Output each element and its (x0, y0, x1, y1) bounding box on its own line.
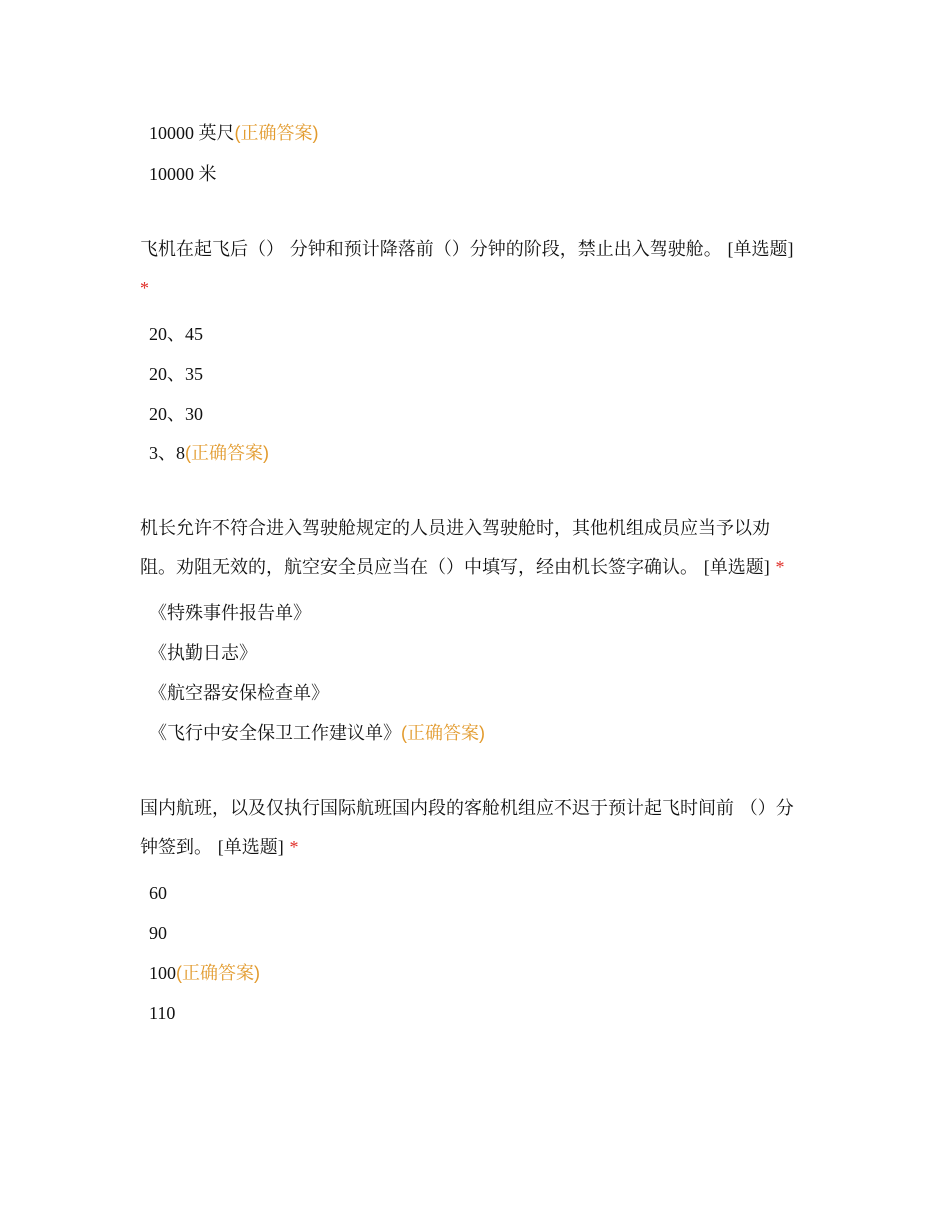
option-text: 60 (149, 883, 167, 903)
option-text: 《航空器安保检查单》 (149, 683, 329, 703)
intro-option-1[interactable] (149, 122, 319, 144)
q3-option-2[interactable] (149, 922, 167, 944)
q1-option-1[interactable] (149, 323, 203, 345)
q1-option-2[interactable] (149, 363, 203, 385)
question-2 (140, 510, 805, 587)
question-type: [单选题] (727, 239, 794, 259)
correct-answer-label: (正确答案) (401, 723, 485, 743)
option-text: 10000 英尺 (149, 123, 235, 143)
q2-option-2[interactable] (149, 642, 257, 664)
required-mark: * (140, 278, 149, 298)
q2-option-1[interactable] (149, 602, 311, 624)
question-text: 机长允许不符合进入驾驶舱规定的人员进入驾驶舱时，其他机组成员应当予以劝阻。劝阻无效的，航空安全员应当在（）中填写，经由机长签字确认。 (140, 518, 770, 578)
question-1 (140, 230, 805, 308)
option-text: 100 (149, 963, 176, 983)
option-text: 10000 米 (149, 164, 217, 184)
option-text: 90 (149, 923, 167, 943)
option-text: 《特殊事件报告单》 (149, 603, 311, 623)
option-text: 3、8 (149, 443, 185, 463)
q2-option-3[interactable] (149, 682, 329, 704)
required-mark: * (775, 557, 785, 577)
correct-answer-label: (正确答案) (176, 963, 260, 983)
q1-option-4[interactable] (149, 442, 269, 464)
correct-answer-label: (正确答案) (234, 123, 319, 143)
correct-answer-label: (正确答案) (185, 443, 269, 463)
question-type: [单选题] (703, 557, 770, 577)
q1-option-3[interactable] (149, 403, 203, 425)
question-3 (140, 790, 805, 867)
question-text: 飞机在起飞后（） 分钟和预计降落前（）分钟的阶段，禁止出入驾驶舱。 (140, 239, 722, 260)
q3-option-4[interactable] (149, 1002, 175, 1024)
intro-option-2[interactable] (149, 163, 217, 185)
q3-option-1[interactable] (149, 882, 167, 904)
q2-option-4[interactable] (149, 722, 485, 744)
question-text: 国内航班，以及仅执行国际航班国内段的客舱机组应不迟于预计起飞时间前 （）分钟签到。 (140, 798, 794, 858)
option-text: 20、45 (149, 324, 203, 344)
option-text: 《飞行中安全保卫工作建议单》 (149, 723, 401, 743)
question-type: [单选题] (217, 837, 284, 857)
option-text: 110 (149, 1003, 176, 1023)
required-mark: * (289, 837, 299, 857)
option-text: 20、30 (149, 404, 203, 424)
option-text: 《执勤日志》 (149, 643, 257, 663)
option-text: 20、35 (149, 364, 203, 384)
q3-option-3[interactable] (149, 962, 260, 984)
